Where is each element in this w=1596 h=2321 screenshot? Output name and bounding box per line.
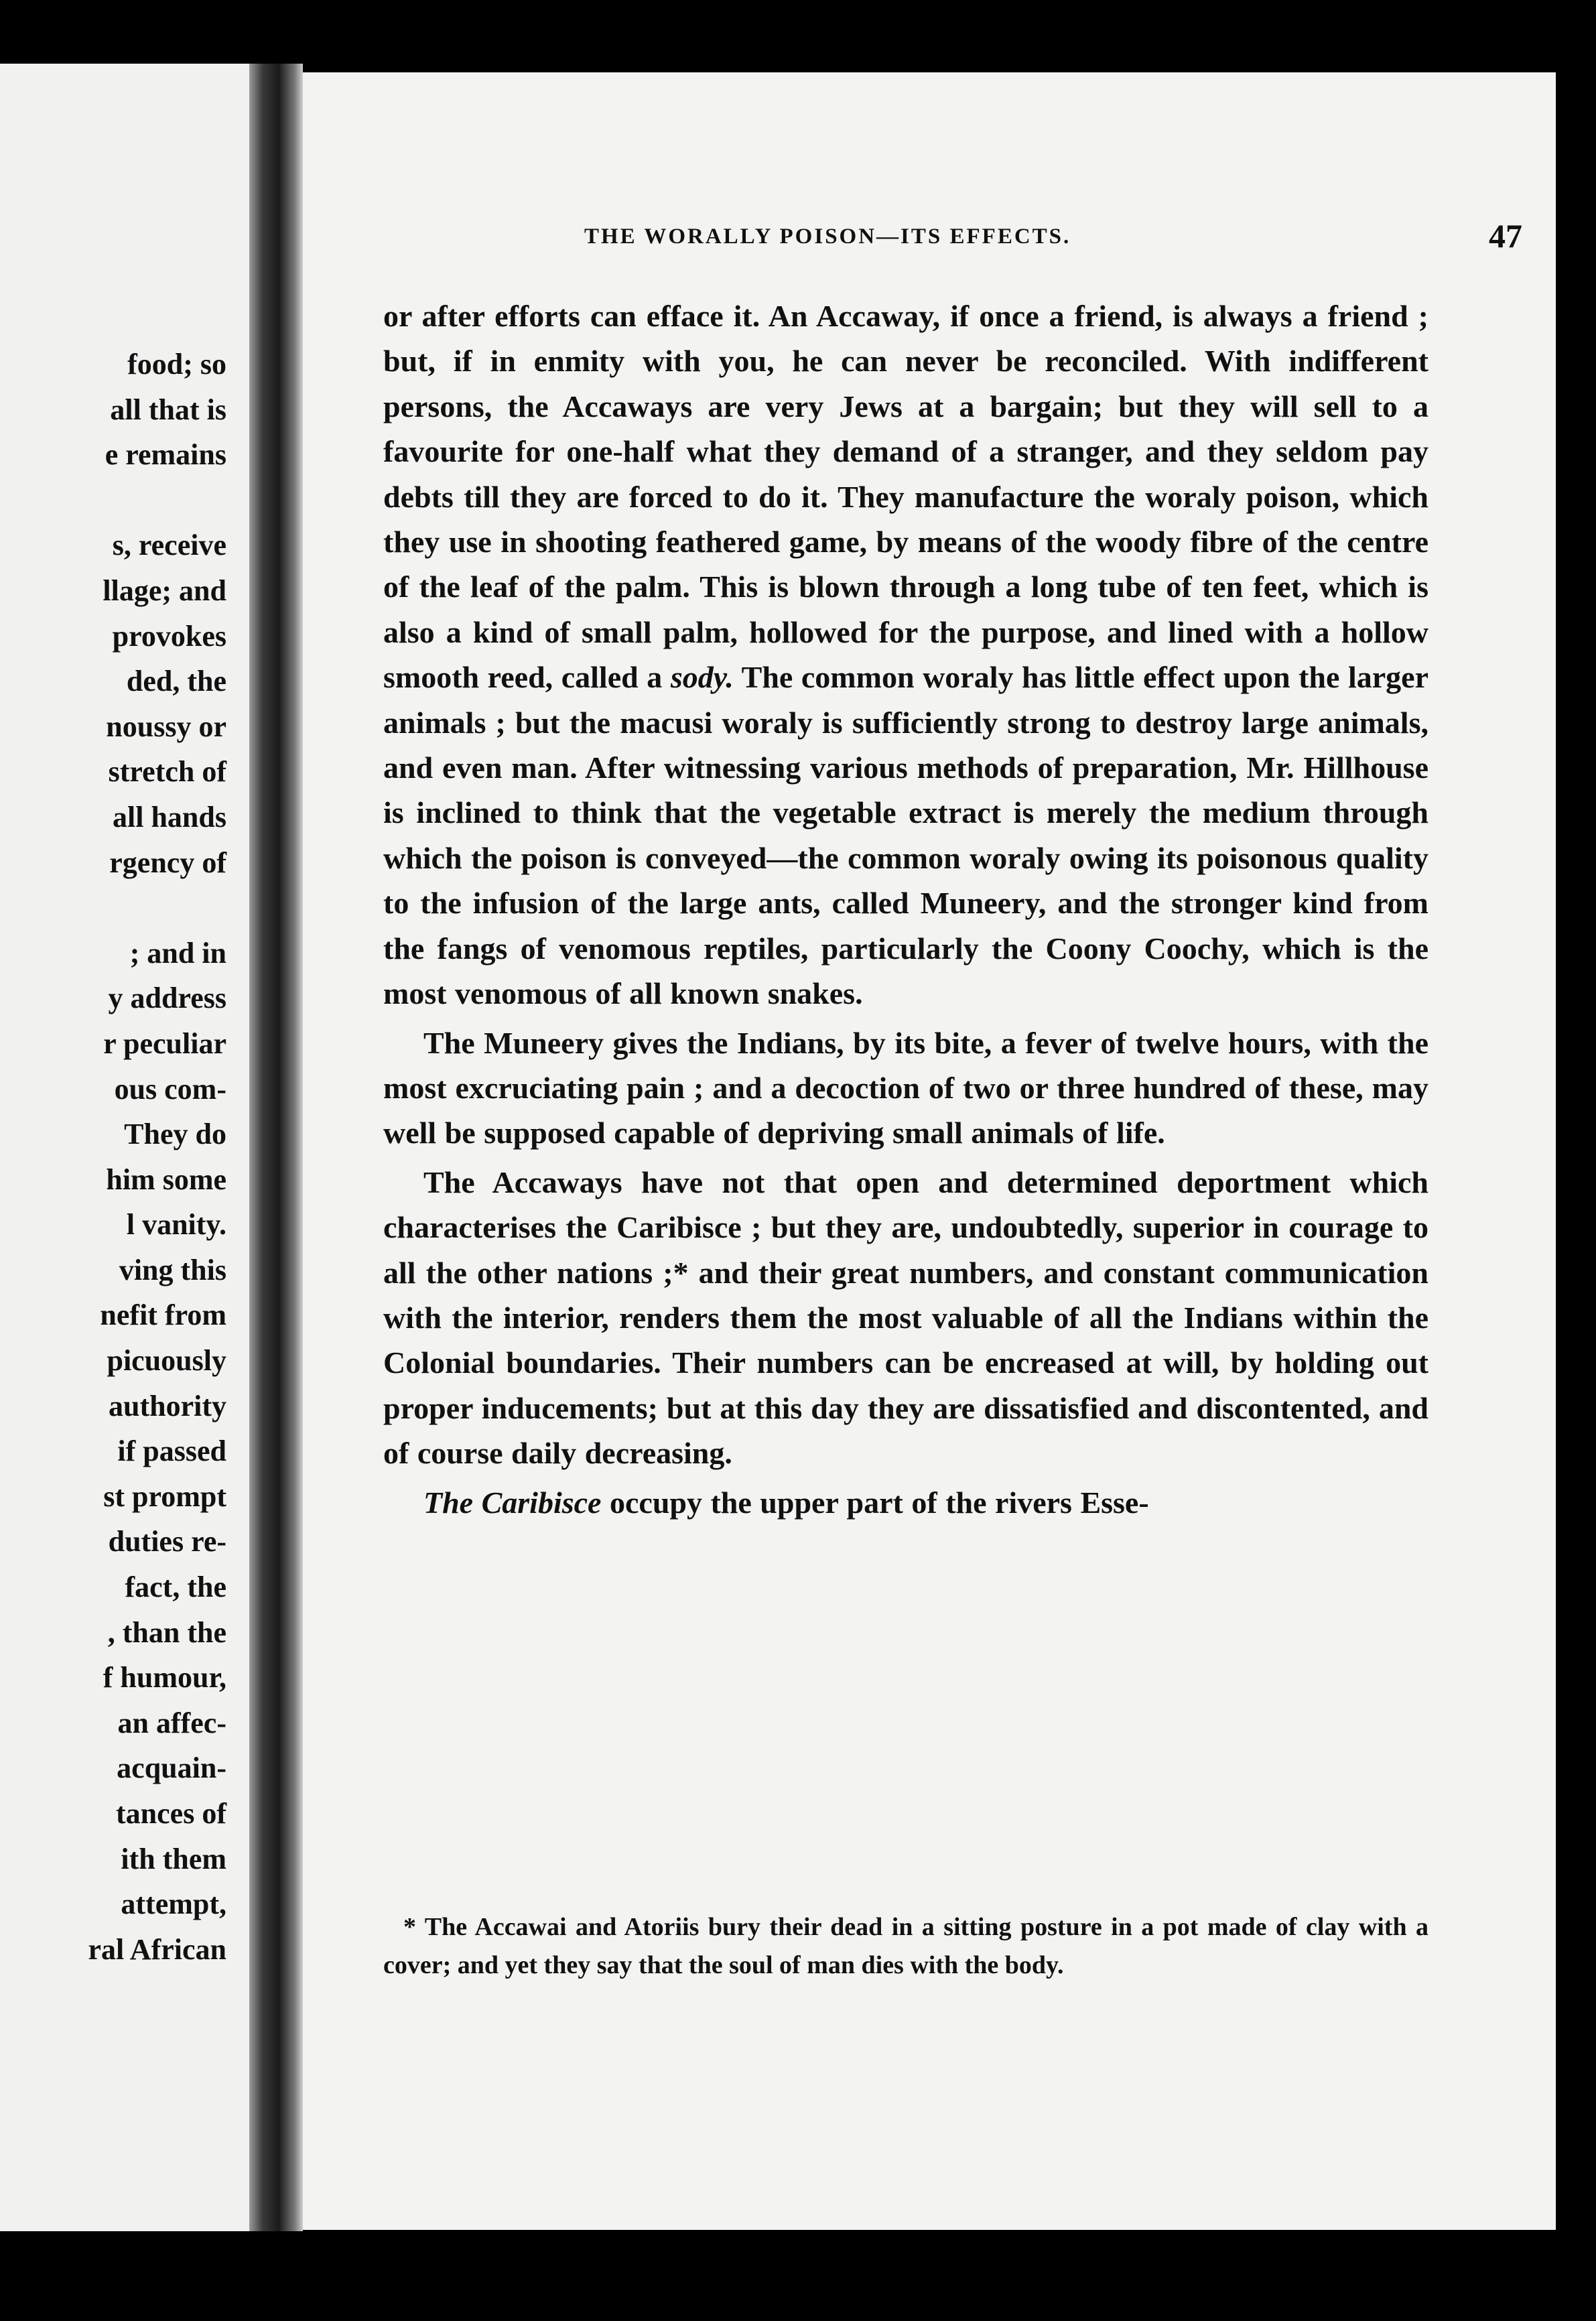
facing-page-line: acquain- [117, 1751, 226, 1785]
facing-page-line: him some [106, 1163, 226, 1196]
facing-page-line: r peculiar [103, 1026, 226, 1060]
facing-page-line: ; and in [129, 936, 226, 970]
facing-page-line: e remains [105, 438, 226, 472]
paragraph [383, 1480, 1428, 1525]
facing-page-line: tances of [116, 1797, 226, 1830]
facing-page-line: f humour, [103, 1661, 226, 1695]
facing-page-line [88, 885, 226, 931]
facing-page-text [88, 342, 226, 1972]
facing-page-line: rgency of [109, 846, 226, 879]
facing-page-line: ded, the [126, 665, 226, 698]
facing-page-line: authority [109, 1389, 226, 1422]
facing-page-line: , than the [107, 1615, 226, 1649]
text-run: or after efforts can efface it. An Accaway, if once a friend, is always a friend ; but, if in enmity with you, he can never be reconciled. With indifferent persons, the Accaways are very Jews at a bargain; but they will sell to a favourite for one-half what they demand of a stranger, and they seldom pay debts till they are forced to do it. They manufacture the woraly poison, which they use in shooting feathered game, by means of the woody fibre of the centre of the leaf of the palm. This is blown through a long tube of ten feet, which is also a kind of small palm, hollowed for the purpose, and lined with a hollow smooth reed, called a [383, 299, 1428, 695]
facing-page-line: y address [108, 982, 226, 1015]
italic-text: sody. [670, 660, 734, 695]
running-head: THE WORALLY POISON—ITS EFFECTS. [584, 224, 1071, 249]
facing-page-line: nefit from [100, 1299, 226, 1332]
facing-page-line: all hands [113, 800, 226, 834]
facing-page-line: an affec- [117, 1706, 226, 1739]
facing-page-line: all that is [110, 393, 226, 426]
facing-page-line: attempt, [121, 1887, 226, 1921]
facing-page-line: ous com- [114, 1072, 226, 1106]
body-text [383, 293, 1428, 1525]
page-number: 47 [1489, 217, 1522, 255]
facing-page-line: fact, the [125, 1571, 226, 1604]
italic-text: The Caribisce [423, 1485, 602, 1520]
facing-page-line: They do [124, 1118, 226, 1151]
paragraph [383, 1020, 1428, 1156]
facing-page-line: food; so [127, 348, 226, 381]
facing-page-line: llage; and [103, 574, 226, 607]
facing-page-line: ral African [88, 1932, 226, 1966]
text-run: The Accaways have not that open and determined deportment which characterises the Caribisce ; but they are, undoubtedly, superior in courage to all the other nations ;* and their great numbers, and constant communication with the interior, renders them the most valuable of all the Indians within the Colonial boundaries. Their numbers can be encreased at will, by holding out proper inducements; but at this day they are dissatisfied and discontented, and of course daily decreasing. [383, 1165, 1428, 1471]
page-right [303, 72, 1556, 2230]
facing-page-line [88, 478, 226, 523]
facing-page-line: ith them [121, 1842, 226, 1875]
footnote: * The Accawai and Atoriis bury their dead in a sitting posture in a pot made of clay with a cover; and yet they say that the soul of man dies with the body. [383, 1913, 1428, 1979]
facing-page-line: s, receive [112, 529, 226, 562]
book-gutter [249, 64, 303, 2231]
facing-page-line: stretch of [108, 755, 226, 789]
facing-page-line: ving this [119, 1253, 226, 1286]
text-run: occupy the upper part of the rivers Esse- [601, 1485, 1149, 1520]
text-run: The Muneery gives the Indians, by its bite, a fever of twelve hours, with the most excruciating pain ; and a decoction of two or three hundred of these, may well be supposed capable of depriving small animals of life. [383, 1025, 1428, 1150]
facing-page-line: picuously [107, 1344, 226, 1378]
facing-page-line: provokes [112, 619, 226, 653]
facing-page-line: if passed [117, 1435, 226, 1468]
facing-page-line: noussy or [106, 710, 226, 743]
paragraph [383, 293, 1428, 1016]
paragraph [383, 1160, 1428, 1476]
facing-page-line: st prompt [103, 1479, 226, 1513]
facing-page-left [0, 64, 249, 2231]
facing-page-line: duties re- [108, 1525, 226, 1559]
page-header [584, 216, 1522, 263]
text-run: The common woraly has little effect upon the larger animals ; but the macusi woraly is sufficiently strong to destroy large animals, and even man. After witnessing various methods of preparation, Mr. Hillhouse is inclined to think that the vegetable extract is merely the medium through which the poison is conveyed—the common woraly owing its poisonous quality to the infusion of the large ants, called Muneery, and the stronger kind from the fangs of venomous reptiles, particularly the Coony Coochy, which is the most venomous of all known snakes. [383, 660, 1428, 1011]
facing-page-line: l vanity. [126, 1208, 226, 1242]
